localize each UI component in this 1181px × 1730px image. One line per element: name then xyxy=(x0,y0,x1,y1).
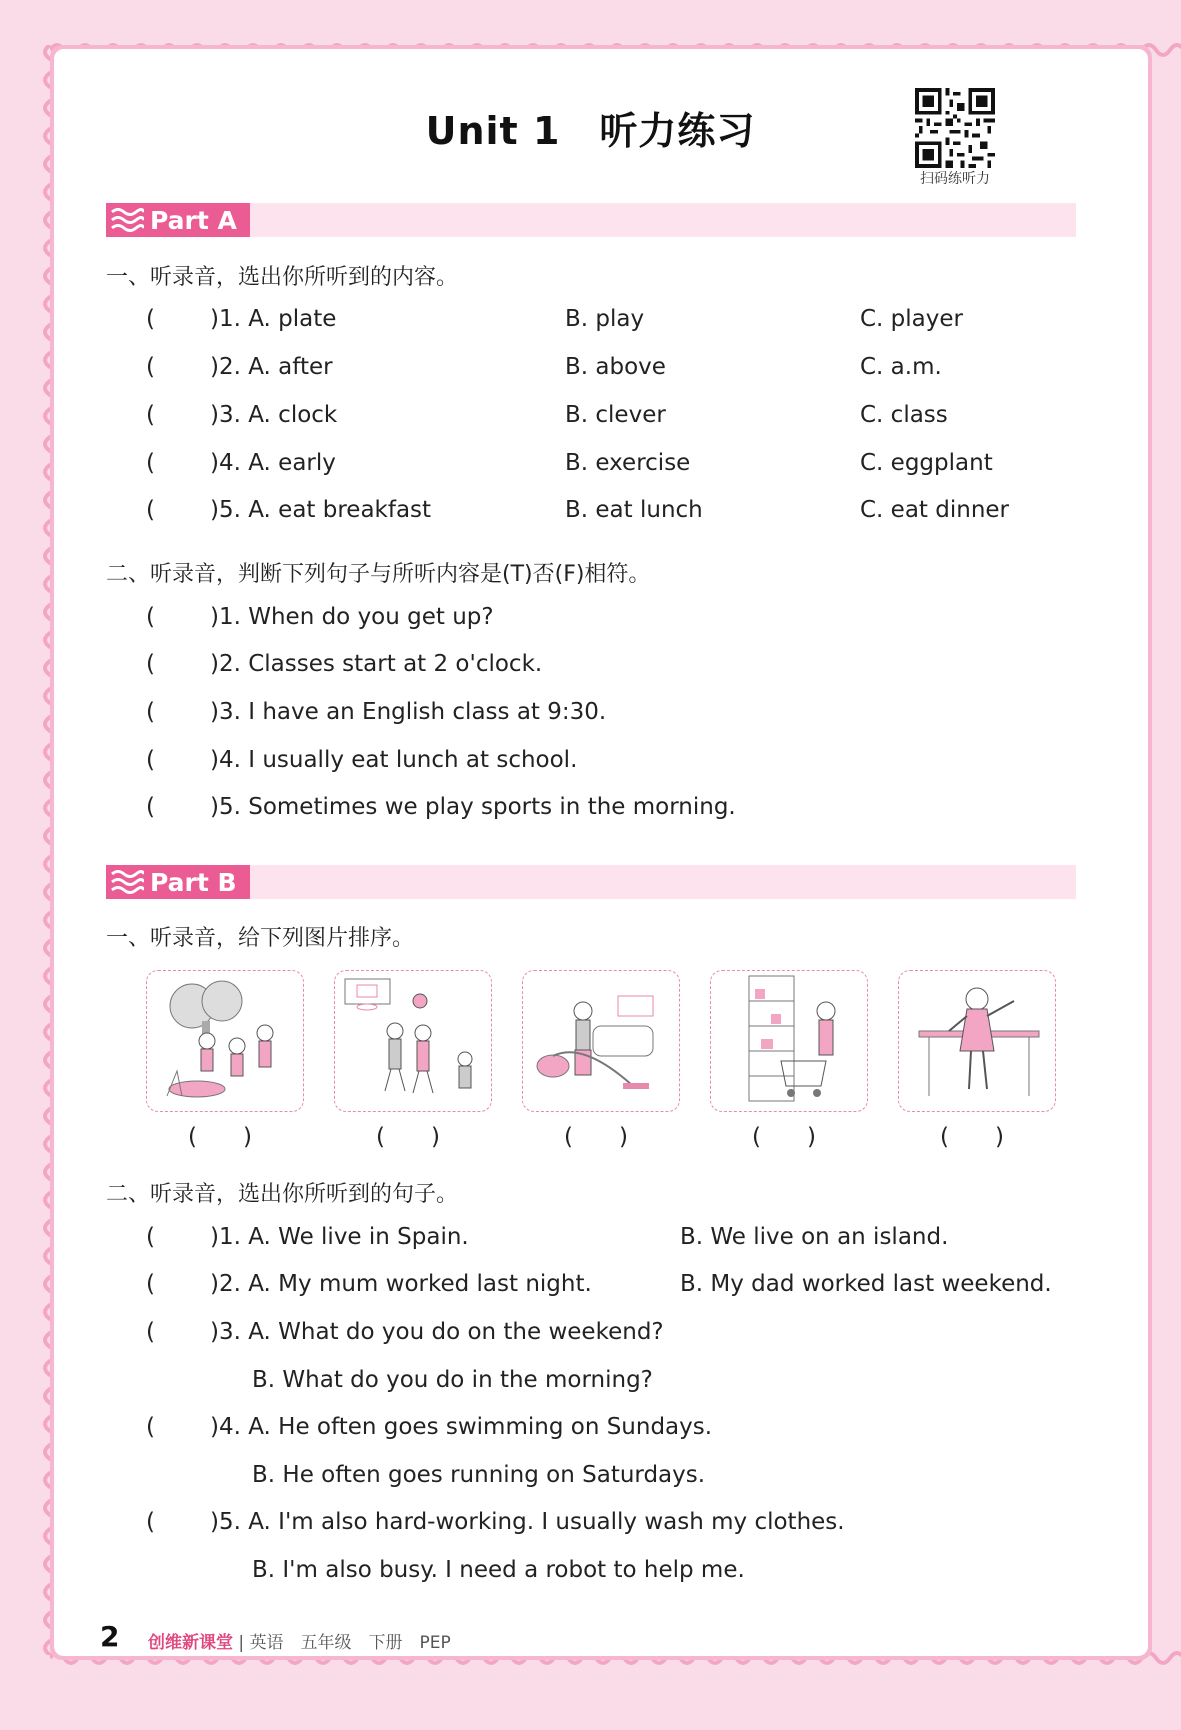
list-item: )1. A. We live in Spain. xyxy=(210,1224,469,1250)
answer-paren[interactable]: ( xyxy=(146,1319,155,1345)
answer-paren[interactable]: ( xyxy=(146,497,155,523)
option-c: C. class xyxy=(860,402,948,428)
answer-paren[interactable]: ( xyxy=(146,354,155,380)
wavy-border-left xyxy=(40,45,60,1655)
part-b-section1-heading: 一、听录音，给下列图片排序。 xyxy=(106,926,415,951)
children-in-park-picture xyxy=(146,970,304,1112)
option-c: C. player xyxy=(860,306,963,332)
wave-icon xyxy=(110,868,144,896)
picture-answer-5[interactable]: ( ) xyxy=(940,1124,1004,1150)
part-a-tag xyxy=(106,203,250,237)
list-item: )5. A. eat breakfast xyxy=(210,497,432,523)
option-c: C. a.m. xyxy=(860,354,942,380)
option-b: B. above xyxy=(565,354,666,380)
part-b-tag xyxy=(106,865,250,899)
option-b: B. We live on an island. xyxy=(680,1224,949,1250)
shopping-cart-picture xyxy=(710,970,868,1112)
option-b: B. play xyxy=(565,306,645,332)
answer-paren[interactable]: ( xyxy=(146,747,155,773)
page-number: 2 xyxy=(100,1620,120,1653)
answer-paren[interactable]: ( xyxy=(146,306,155,332)
footer xyxy=(148,1628,451,1653)
qr-code-icon[interactable] xyxy=(915,88,995,168)
answer-paren[interactable]: ( xyxy=(146,1271,155,1297)
page-title: Unit 1 听力练习 xyxy=(425,109,756,153)
part-b-section2-heading: 二、听录音，选出你所听到的句子。 xyxy=(106,1182,459,1207)
answer-paren[interactable]: ( xyxy=(146,1224,155,1250)
answer-paren[interactable]: ( xyxy=(146,604,155,630)
wave-icon xyxy=(110,206,144,234)
picture-answer-4[interactable]: ( ) xyxy=(752,1124,816,1150)
list-item: )4. A. He often goes swimming on Sundays. xyxy=(210,1414,713,1440)
part-b-label: Part B xyxy=(150,867,237,897)
part-b-header xyxy=(106,865,1076,899)
picture-answer-2[interactable]: ( ) xyxy=(376,1124,440,1150)
answer-paren[interactable]: ( xyxy=(146,651,155,677)
answer-paren[interactable]: ( xyxy=(146,699,155,725)
basketball-picture xyxy=(334,970,492,1112)
list-item: )3. A. What do you do on the weekend? xyxy=(210,1319,664,1345)
worksheet-page xyxy=(60,55,1142,1650)
list-item: )2. A. after xyxy=(210,354,333,380)
option-b: B. He often goes running on Saturdays. xyxy=(252,1462,706,1488)
list-item: )3. I have an English class at 9:30. xyxy=(210,699,607,725)
option-b: B. clever xyxy=(565,402,666,428)
list-item: )1. When do you get up? xyxy=(210,604,494,630)
option-b: B. I'm also busy. I need a robot to help me. xyxy=(252,1557,745,1583)
part-a-section2-heading: 二、听录音，判断下列句子与所听内容是(T)否(F)相符。 xyxy=(106,562,651,587)
list-item: )5. Sometimes we play sports in the morning. xyxy=(210,794,736,820)
list-item: )2. A. My mum worked last night. xyxy=(210,1271,592,1297)
answer-paren[interactable]: ( xyxy=(146,402,155,428)
option-b: B. eat lunch xyxy=(565,497,703,523)
qr-label: 扫码练听力 xyxy=(920,171,990,187)
list-item: )2. Classes start at 2 o'clock. xyxy=(210,651,543,677)
answer-paren[interactable]: ( xyxy=(146,794,155,820)
answer-paren[interactable]: ( xyxy=(146,450,155,476)
list-item: )5. A. I'm also hard-working. I usually wash my clothes. xyxy=(210,1509,845,1535)
list-item: )4. I usually eat lunch at school. xyxy=(210,747,578,773)
part-a-label: Part A xyxy=(150,205,237,235)
option-b: B. exercise xyxy=(565,450,691,476)
option-c: C. eggplant xyxy=(860,450,993,476)
option-c: C. eat dinner xyxy=(860,497,1010,523)
list-item: )1. A. plate xyxy=(210,306,337,332)
picture-answer-1[interactable]: ( ) xyxy=(188,1124,252,1150)
list-item: )3. A. clock xyxy=(210,402,338,428)
option-b: B. My dad worked last weekend. xyxy=(680,1271,1052,1297)
answer-paren[interactable]: ( xyxy=(146,1414,155,1440)
footer-brand: 创维新课堂 xyxy=(148,1633,233,1653)
ballet-dancing-picture xyxy=(898,970,1056,1112)
part-a-header xyxy=(106,203,1076,237)
list-item: )4. A. early xyxy=(210,450,336,476)
picture-answer-3[interactable]: ( ) xyxy=(564,1124,628,1150)
option-b: B. What do you do in the morning? xyxy=(252,1367,653,1393)
part-a-section1-heading: 一、听录音，选出你所听到的内容。 xyxy=(106,265,459,290)
footer-info: | 英语 五年级 下册 PEP xyxy=(238,1633,451,1653)
vacuum-cleaning-picture xyxy=(522,970,680,1112)
answer-paren[interactable]: ( xyxy=(146,1509,155,1535)
